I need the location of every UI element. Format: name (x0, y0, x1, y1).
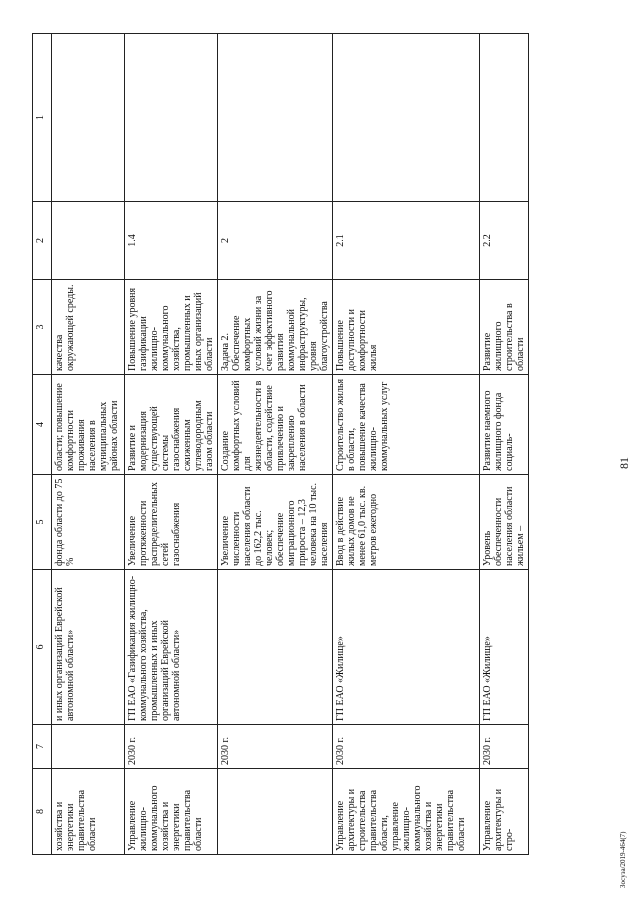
cell-index (52, 34, 125, 202)
cell-indicator: Увеличение протяженности распределительных сетей газоснабжения (125, 475, 218, 570)
cell-measure: Строительство жилья в области, повышение качества жилищно-коммунальных услуг (333, 375, 480, 475)
cell-number (52, 202, 125, 280)
cell-program: ГП ЕАО «Жилище» (480, 570, 529, 725)
table-header-row (33, 34, 52, 855)
header-cell: 3 (33, 280, 52, 375)
cell-measure: Создание комфортных условий для жизнедеятельности в области, содействие привлечению и закреплению населения в области (218, 375, 333, 475)
program-table (32, 33, 529, 855)
cell-indicator: Увеличение численности населения области до 162,2 тыс. человек; обеспечение миграционного прироста – 12,3 человека на 10 тыс. населения (218, 475, 333, 570)
header-cell: 8 (33, 769, 52, 855)
header-cell: 1 (33, 34, 52, 202)
cell-number: 2 (218, 202, 333, 280)
cell-indicator: Ввод в действие жилых домов не менее 61,0 тыс. кв. метров ежегодно (333, 475, 480, 570)
cell-indicator: фонда области до 75 % (52, 475, 125, 570)
cell-deadline: 2030 г. (218, 725, 333, 769)
document-code: Зосуза/2019-464(7) (619, 831, 627, 888)
cell-task: Задача 2. Обеспечение комфортных условий жизни за счет эффективного развития коммунальной инфраструктуры, уровня благоустройства (218, 280, 333, 375)
header-cell: 4 (33, 375, 52, 475)
cell-indicator: Уровень обеспеченности населения области жильем – (480, 475, 529, 570)
cell-number: 2.2 (480, 202, 529, 280)
cell-program: ГП ЕАО «Жилище» (333, 570, 480, 725)
cell-task: Развитие жилищного строительства в области (480, 280, 529, 375)
cell-deadline: 2030 г. (480, 725, 529, 769)
cell-program: и иных организаций Еврейской автономной области» (52, 570, 125, 725)
cell-deadline: 2030 г. (333, 725, 480, 769)
cell-deadline: 2030 г. (125, 725, 218, 769)
cell-task: Повышение уровня газификации жилищно-коммунального хозяйства, промышленных и иных организаций области (125, 280, 218, 375)
cell-number: 2.1 (333, 202, 480, 280)
header-cell: 2 (33, 202, 52, 280)
cell-responsible: Управление архитектуры и строительства правительства области, управление жилищно-коммунального хозяйства и энергетики правительства области (333, 769, 480, 855)
cell-task: качества окружающей среды. (52, 280, 125, 375)
cell-index (480, 34, 529, 202)
cell-index (218, 34, 333, 202)
cell-responsible: хозяйства и энергетики правительства области (52, 769, 125, 855)
cell-deadline (52, 725, 125, 769)
cell-measure: Развитие наемного жилищного фонда социаль- (480, 375, 529, 475)
cell-program (218, 570, 333, 725)
cell-index (333, 34, 480, 202)
cell-index (125, 34, 218, 202)
cell-task: Повышение доступности и комфортности жилья (333, 280, 480, 375)
table-row (333, 34, 480, 855)
cell-responsible: Управление жилищно-коммунального хозяйства и энергетики правительства области (125, 769, 218, 855)
header-cell: 7 (33, 725, 52, 769)
table-row (480, 34, 529, 855)
cell-number: 1.4 (125, 202, 218, 280)
cell-measure: области; повышение комфортности проживания населения в муниципальных районах области (52, 375, 125, 475)
header-cell: 6 (33, 570, 52, 725)
cell-measure: Развитие и модернизация существующей системы газоснабжения сжиженным углеводородным газом области (125, 375, 218, 475)
table-row (52, 34, 125, 855)
header-cell: 5 (33, 475, 52, 570)
table-row (125, 34, 218, 855)
cell-program: ГП ЕАО «Газификация жилищно-коммунального хозяйства, промышленных и иных организаций Еврейской автономной области» (125, 570, 218, 725)
table-row (218, 34, 333, 855)
cell-responsible: Управление архитектуры и стро- (480, 769, 529, 855)
cell-responsible (218, 769, 333, 855)
page-number: 81 (617, 457, 631, 469)
